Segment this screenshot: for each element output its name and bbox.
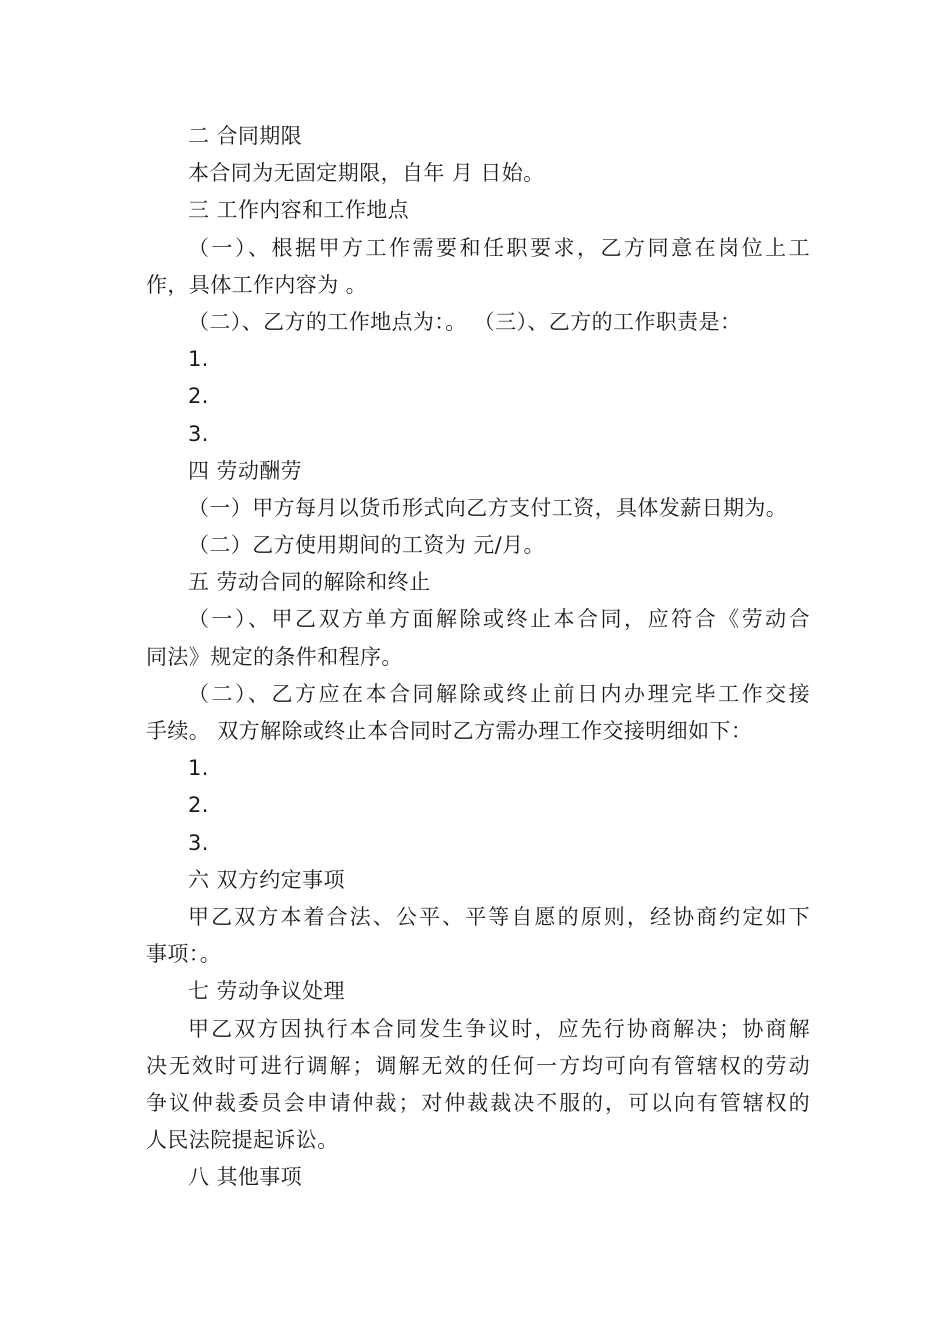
paragraph-line: 同法》规定的条件和程序。 bbox=[146, 644, 403, 669]
section-heading: 七 劳动争议处理 bbox=[188, 979, 345, 1004]
section-heading: 八 其他事项 bbox=[188, 1165, 303, 1190]
section-heading: 四 劳动酬劳 bbox=[188, 458, 303, 483]
paragraph-line: 作，具体工作内容为 。 bbox=[146, 272, 368, 297]
list-item: 3. bbox=[188, 830, 209, 855]
paragraph-line: （一）甲方每月以货币形式向乙方支付工资，具体发薪日期为。 bbox=[188, 495, 788, 520]
paragraph-line: （一）、根据甲方工作需要和任职要求，乙方同意在岗位上工 bbox=[188, 235, 810, 260]
paragraph-line: 事项：。 bbox=[146, 942, 222, 967]
section-heading: 三 工作内容和工作地点 bbox=[188, 198, 410, 223]
paragraph-line: 甲乙双方本着合法、公平、平等自愿的原则，经协商约定如下 bbox=[188, 904, 810, 929]
list-item: 2. bbox=[188, 384, 209, 409]
paragraph-line: 甲乙双方因执行本合同发生争议时，应先行协商解决；协商解 bbox=[188, 1016, 810, 1041]
paragraph-line: 争议仲裁委员会申请仲裁；对仲裁裁决不服的，可以向有管辖权的 bbox=[146, 1090, 810, 1115]
document-page bbox=[146, 118, 810, 1196]
list-item: 3. bbox=[188, 421, 209, 446]
paragraph-line: 人民法院提起诉讼。 bbox=[146, 1128, 339, 1153]
list-item: 1. bbox=[188, 756, 209, 781]
paragraph-line: 本合同为无固定期限，自年 月 日始。 bbox=[188, 161, 545, 186]
list-item: 2. bbox=[188, 793, 209, 818]
paragraph-line: 手续。 双方解除或终止本合同时乙方需办理工作交接明细如下： bbox=[146, 719, 753, 743]
paragraph-line: （二）、乙方应在本合同解除或终止前日内办理完毕工作交接 bbox=[188, 681, 810, 706]
paragraph-line: （二）、乙方的工作地点为：。 （三）、乙方的工作职责是： bbox=[188, 309, 742, 334]
paragraph-line: （二）乙方使用期间的工资为 元/月。 bbox=[188, 533, 545, 558]
section-heading: 六 双方约定事项 bbox=[188, 867, 345, 892]
section-heading: 二 合同期限 bbox=[188, 124, 303, 148]
paragraph-line: （一）、甲乙双方单方面解除或终止本合同，应符合《劳动合 bbox=[188, 607, 810, 632]
section-heading: 五 劳动合同的解除和终止 bbox=[188, 570, 431, 595]
paragraph-line: 决无效时可进行调解；调解无效的任何一方均可向有管辖权的劳动 bbox=[146, 1053, 810, 1078]
list-item: 1. bbox=[188, 347, 209, 372]
